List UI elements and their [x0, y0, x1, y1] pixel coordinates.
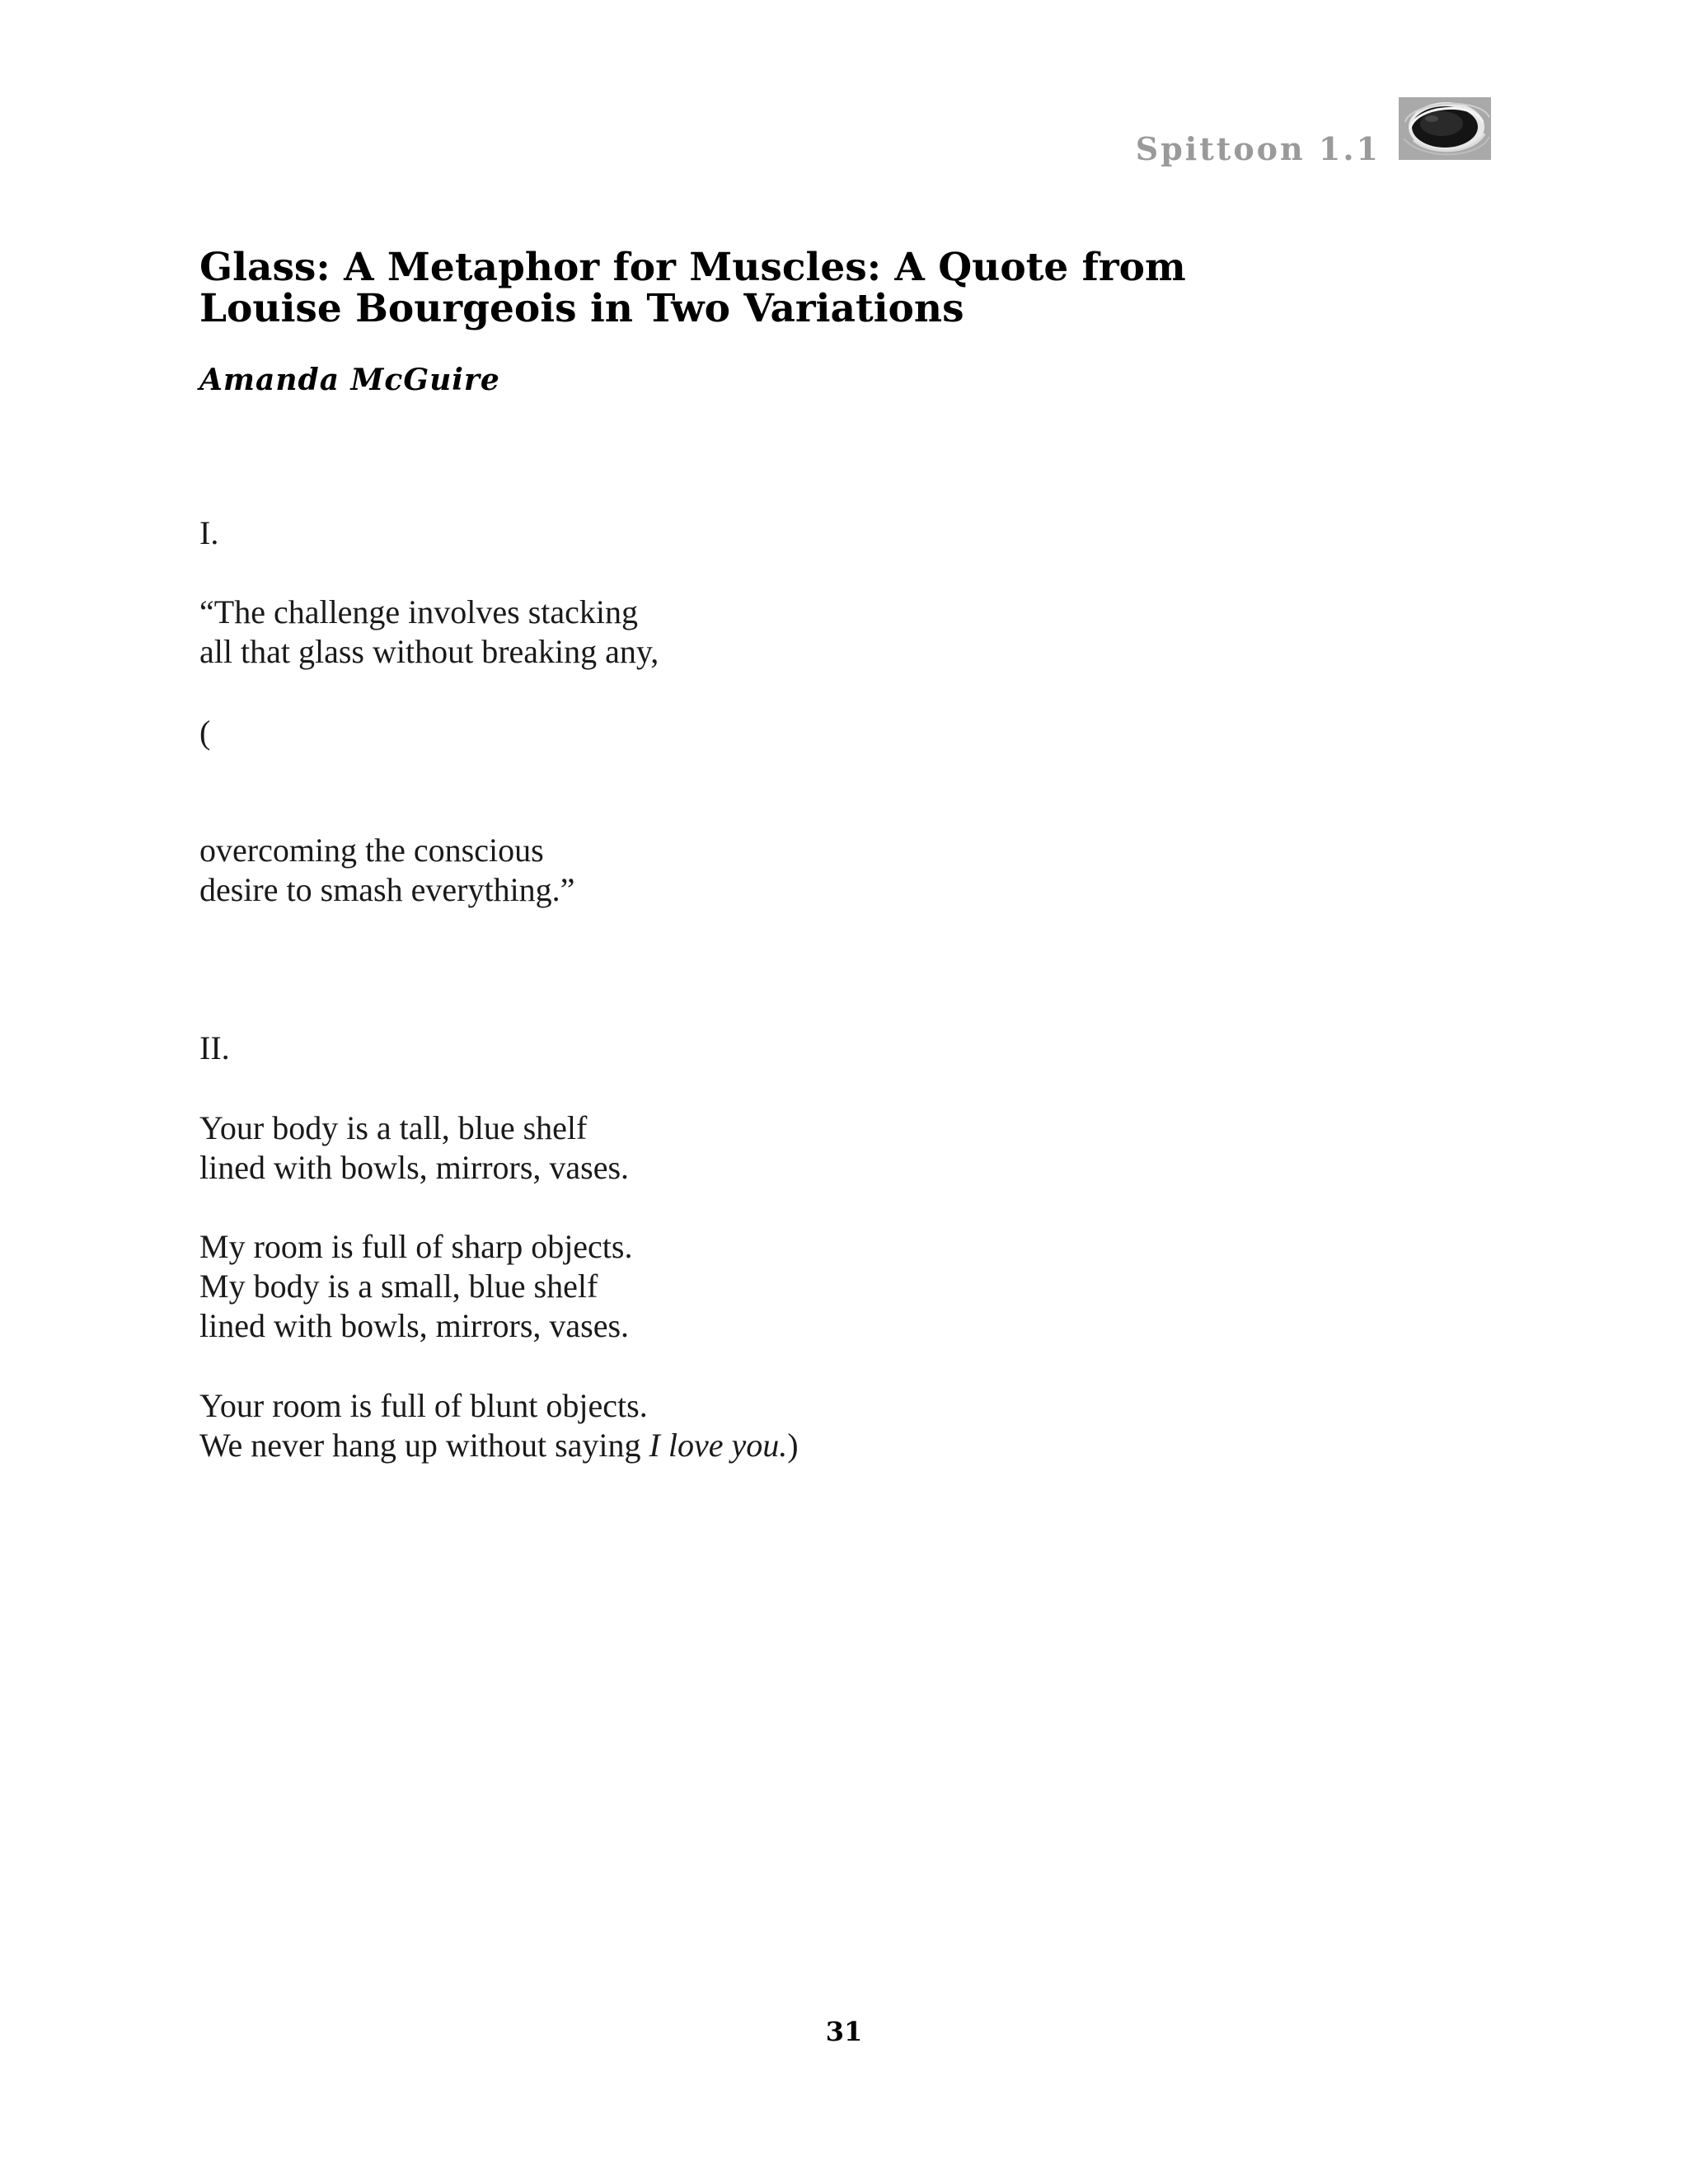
poem-title-line-1: Glass: A Metaphor for Muscles: A Quote from [199, 245, 1186, 290]
spittoon-logo-icon [1399, 97, 1491, 160]
section-numeral-1: I. [199, 514, 219, 551]
closing-parenthesis: ) [787, 1427, 799, 1464]
poem-line: overcoming the conscious [199, 832, 544, 869]
poem-line: desire to smash everything.” [199, 871, 575, 908]
poem-line: lined with bowls, mirrors, vases. [199, 1307, 630, 1344]
poem-line: My body is a small, blue shelf [199, 1268, 598, 1305]
poem-line: all that glass without breaking any, [199, 633, 659, 670]
poem-line: “The challenge involves stacking [199, 593, 639, 630]
poem-title [199, 247, 1502, 330]
section-numeral-2: II. [199, 1029, 230, 1066]
poem-last-line [199, 1426, 799, 1465]
author-name: Amanda McGuire [199, 363, 500, 397]
poem-title-line-2: Louise Bourgeois in Two Variations [199, 286, 964, 331]
journal-name: Spittoon 1.1 [1135, 130, 1381, 167]
poem-last-line-text: We never hang up without saying [199, 1427, 649, 1464]
poem-line: Your body is a tall, blue shelf [199, 1109, 588, 1146]
poem-line: Your room is full of blunt objects. [199, 1387, 648, 1424]
italic-phrase: I love you. [649, 1427, 788, 1464]
poem-line: lined with bowls, mirrors, vases. [199, 1149, 630, 1186]
poem-line: My room is full of sharp objects. [199, 1228, 633, 1265]
poem-line: ( [199, 714, 211, 751]
page-number: 31 [825, 2016, 863, 2047]
